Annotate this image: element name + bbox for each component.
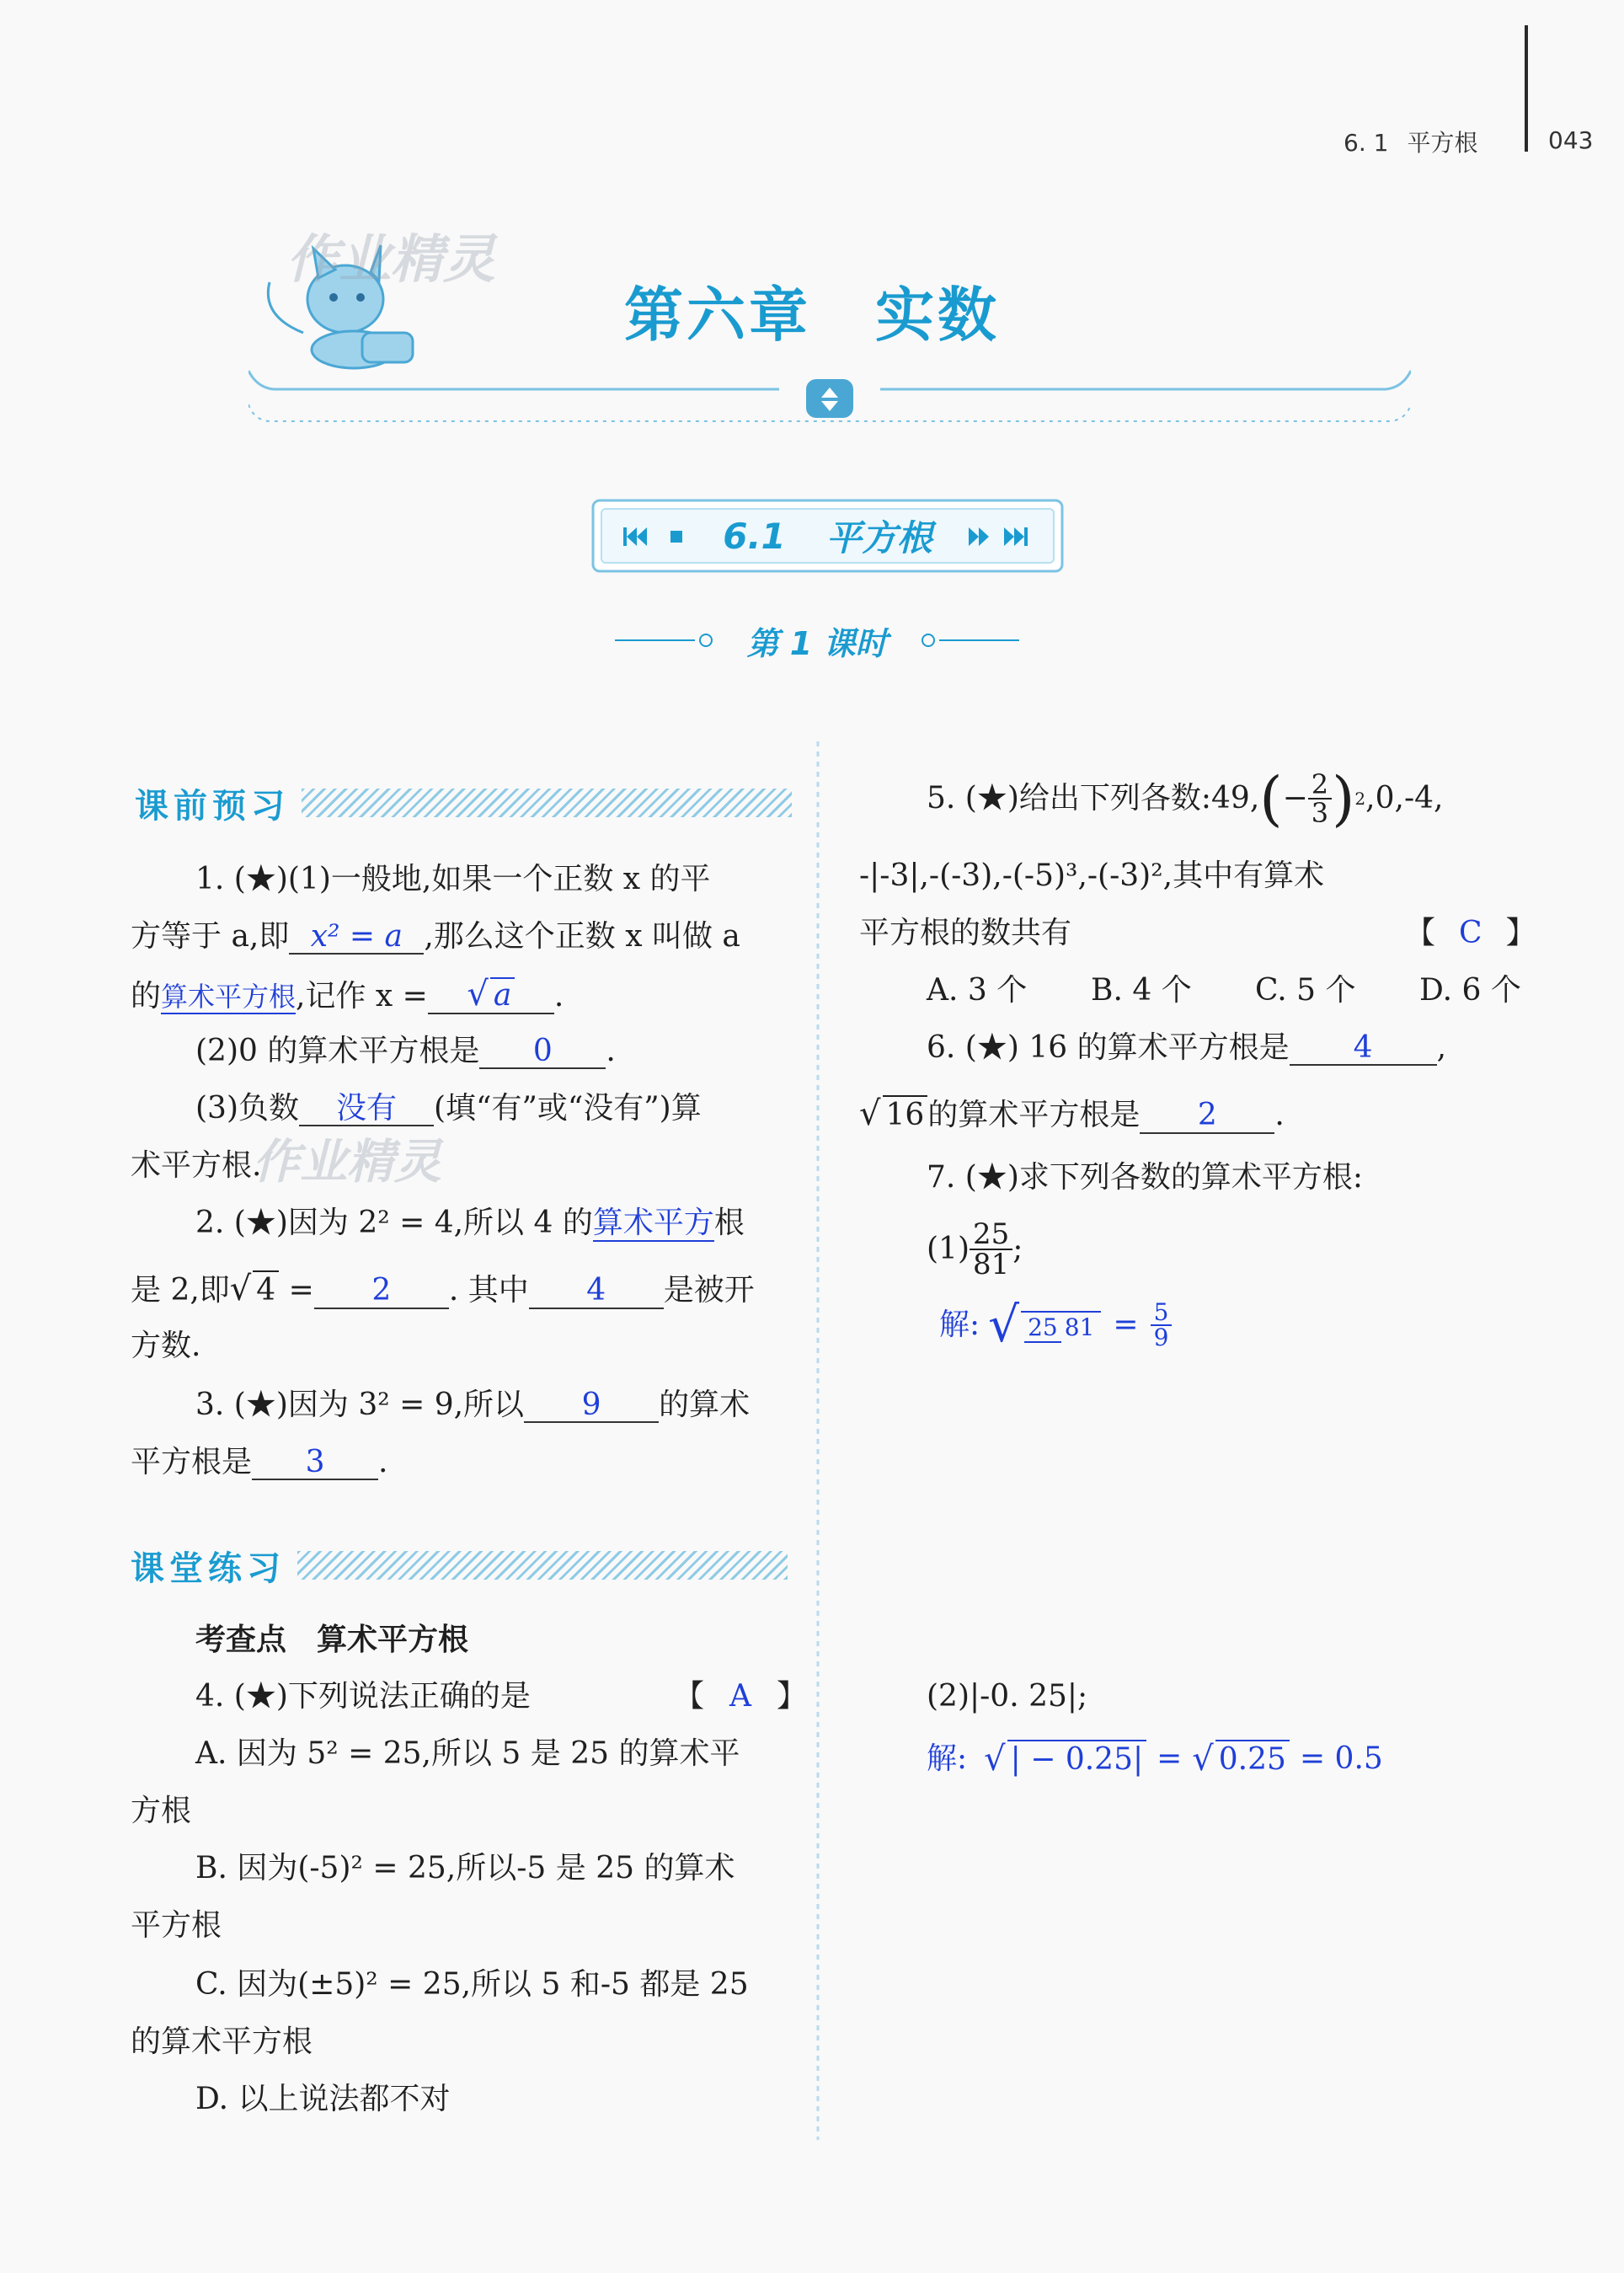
q4-option-d: D. 以上说法都不对 xyxy=(195,2082,451,2116)
q1-line3 xyxy=(131,976,564,1014)
fraction-numerator: 2 xyxy=(1308,771,1332,800)
q5-option-c: C. 5 个 xyxy=(1255,973,1356,1008)
preview-heading-text: 课前预习 xyxy=(135,786,290,826)
q2-answer-value xyxy=(314,1274,449,1309)
q3-text: 平方根是 xyxy=(131,1445,253,1479)
topic-label: 考查点 算术平方根 xyxy=(195,1623,469,1657)
q1-text: (3)负数 xyxy=(195,1091,299,1126)
q3-text: 3. (★)因为 3² = 9,所以 xyxy=(195,1388,525,1422)
q2-line3: 方数. xyxy=(131,1329,201,1363)
practice-heading-text: 课堂练习 xyxy=(131,1548,286,1588)
bracket-left: 【 xyxy=(1405,916,1436,950)
q4-option-a: A. 因为 5² = 25,所以 5 是 25 的算术平 xyxy=(195,1736,740,1771)
q3-text: . xyxy=(378,1445,388,1479)
solution-sqrt-value: 0.25 xyxy=(1215,1740,1290,1778)
header-section-number: 6. 1 xyxy=(1344,129,1389,157)
q1-part2 xyxy=(195,1033,616,1069)
practice-heading xyxy=(131,1542,788,1589)
q2-line2 xyxy=(131,1269,755,1309)
q2-answer-radicand xyxy=(529,1274,664,1309)
result-fraction xyxy=(1151,1297,1173,1351)
q1-answer-term: 算术平方根 xyxy=(161,980,296,1013)
q6-line1 xyxy=(927,1030,1446,1066)
q2-answer-value-text: 2 xyxy=(371,1273,392,1308)
paren-left: ( xyxy=(1259,764,1283,833)
fraction-denominator: 3 xyxy=(1311,797,1329,829)
q6-text: . xyxy=(1274,1098,1285,1132)
q2-text: . 其中 xyxy=(448,1273,529,1308)
radical-sign: √ xyxy=(229,1270,252,1308)
chapter-ornament xyxy=(248,354,1411,455)
q2-line1 xyxy=(195,1205,745,1241)
q4-answer: A xyxy=(729,1679,752,1714)
q6-answer-2 xyxy=(1140,1099,1274,1134)
q5-option-d: D. 6 个 xyxy=(1419,973,1521,1008)
fraction-denominator: 9 xyxy=(1153,1323,1169,1351)
preview-heading xyxy=(135,779,792,826)
q1-text: 方等于 a,即 xyxy=(131,919,290,954)
q3-line2 xyxy=(131,1444,387,1480)
q4-option-c-cont: 的算术平方根 xyxy=(131,2024,313,2059)
q5-text: ,0,-4, xyxy=(1365,781,1444,816)
q2-text: = xyxy=(279,1273,314,1308)
q6-answer-1 xyxy=(1290,1031,1437,1067)
q5-option-a: A. 3 个 xyxy=(927,973,1028,1008)
q1-text: ,记作 x = xyxy=(296,978,428,1013)
minus-sign: − xyxy=(1282,781,1308,816)
q5-line3: 平方根的数共有 xyxy=(859,916,1072,950)
q1-text: . xyxy=(606,1034,616,1068)
fraction xyxy=(1308,768,1332,829)
section-name: 平方根 xyxy=(825,517,932,559)
q1-answer-zero-text: 0 xyxy=(532,1033,553,1068)
watermark-middle: 作业精灵 xyxy=(253,1135,441,1190)
watermark-top: 作业精灵 xyxy=(286,228,496,290)
q2-sqrt-arg: 4 xyxy=(253,1270,279,1308)
chapter-number: 第六章 xyxy=(624,280,811,350)
q1-part3 xyxy=(195,1090,702,1126)
q6-text: 的算术平方根是 xyxy=(927,1098,1141,1132)
section-number: 6.1 xyxy=(723,515,786,557)
q4-answer-bracket xyxy=(674,1678,807,1714)
running-header xyxy=(1344,125,1477,158)
q1-answer-equation xyxy=(289,920,424,955)
q7-solution-1 xyxy=(939,1296,1172,1355)
heading-stripe xyxy=(297,1551,788,1580)
solution-label: 解: xyxy=(927,1741,968,1777)
q2-text: 是被开 xyxy=(663,1273,755,1308)
q7-part1-fraction xyxy=(970,1217,1012,1281)
bracket-right: 】 xyxy=(777,1679,808,1714)
q2-answer-radicand-text: 4 xyxy=(586,1273,606,1308)
q5-line1 xyxy=(927,765,1443,832)
q6-answer-2-text: 2 xyxy=(1197,1098,1217,1133)
q3-answer-number xyxy=(524,1388,659,1424)
solution-sqrt-arg: | − 0.25| xyxy=(1007,1740,1146,1778)
section-title xyxy=(590,497,1066,575)
fraction-numerator: 25 xyxy=(970,1220,1012,1250)
chapter-name: 实数 xyxy=(875,280,1000,350)
q1-line2 xyxy=(131,918,740,955)
bracket-right: 】 xyxy=(1505,916,1536,950)
radical-sign: √ xyxy=(988,1296,1020,1353)
q7-part1-end: ; xyxy=(1012,1232,1023,1267)
radical-sign: √ xyxy=(984,1740,1006,1778)
radical-sign: √ xyxy=(859,1094,881,1133)
q5-answer: C xyxy=(1459,916,1482,950)
radical-sign: √ xyxy=(467,975,489,1013)
q3-answer-root xyxy=(252,1446,378,1481)
q5-text: 5. (★)给出下列各数:49, xyxy=(927,781,1260,816)
q7-part1 xyxy=(927,1217,1023,1281)
column-divider xyxy=(815,741,820,2140)
fraction-numerator: 5 xyxy=(1151,1301,1173,1326)
q1-part3-cont: 术平方根. xyxy=(131,1148,262,1183)
q2-text: 是 2,即 xyxy=(131,1273,230,1308)
q6-text: , xyxy=(1436,1030,1447,1065)
q6-sqrt-arg: 16 xyxy=(883,1095,928,1133)
q1-answer-equation-text: x² = a xyxy=(310,918,403,954)
header-rule xyxy=(1525,25,1528,152)
solution-result: = 0.5 xyxy=(1299,1741,1383,1777)
q3-line1 xyxy=(195,1387,750,1423)
chapter-title xyxy=(0,268,1624,353)
heading-stripe xyxy=(302,789,792,817)
q1-line1: 1. (★)(1)一般地,如果一个正数 x 的平 xyxy=(195,862,711,896)
q1-answer-sqrt xyxy=(428,976,554,1014)
bracket-left: 【 xyxy=(674,1679,705,1714)
q5-line2: -|-3|,-(-3),-(-5)³,-(-3)²,其中有算术 xyxy=(859,858,1325,893)
q6-text: 6. (★) 16 的算术平方根是 xyxy=(927,1030,1290,1065)
header-section-title: 平方根 xyxy=(1407,129,1478,157)
q5-fraction-power xyxy=(1259,764,1366,833)
q7-solution-2 xyxy=(927,1739,1383,1779)
paren-right: ) xyxy=(1332,764,1355,833)
q6-line2 xyxy=(859,1094,1285,1134)
q1-text: 的 xyxy=(131,978,162,1013)
radical-sign: √ xyxy=(1192,1740,1214,1778)
q1-text: . xyxy=(553,978,564,1013)
q1-text: (填“有”或“没有”)算 xyxy=(434,1091,702,1126)
q6-answer-1-text: 4 xyxy=(1353,1030,1373,1065)
q1-answer-zero xyxy=(479,1035,606,1070)
q7-part1-label: (1) xyxy=(927,1232,970,1267)
q2-text: 根 xyxy=(713,1206,745,1240)
exponent: 2 xyxy=(1354,789,1366,809)
q4-option-b-cont: 平方根 xyxy=(131,1908,222,1943)
q4-option-a-cont: 方根 xyxy=(131,1794,192,1828)
q1-answer-none-text: 没有 xyxy=(335,1090,397,1126)
equals-sign: = xyxy=(1113,1308,1139,1343)
q1-text: ,那么这个正数 x 叫做 a xyxy=(424,919,740,954)
q4-stem: 4. (★)下列说法正确的是 xyxy=(195,1679,531,1714)
q1-answer-sqrt-arg: a xyxy=(490,977,515,1013)
q2-answer-term: 算术平方 xyxy=(592,1206,714,1240)
q1-answer-none xyxy=(299,1092,434,1127)
q5-answer-bracket xyxy=(1405,915,1536,951)
q3-answer-number-text: 9 xyxy=(581,1387,601,1422)
q7-part2: (2)|-0. 25|; xyxy=(927,1679,1088,1714)
q1-text: (2)0 的算术平方根是 xyxy=(195,1034,480,1068)
fraction-denominator: 81 xyxy=(973,1248,1010,1281)
lesson-title: 第 1 课时 xyxy=(746,624,888,662)
page-number: 043 xyxy=(1548,126,1594,154)
q3-text: 的算术 xyxy=(659,1388,751,1422)
q3-answer-root-text: 3 xyxy=(305,1444,325,1479)
q4-option-b: B. 因为(-5)² = 25,所以-5 是 25 的算术 xyxy=(195,1851,735,1885)
solution-label: 解: xyxy=(939,1308,980,1343)
equals-sign: = xyxy=(1157,1741,1183,1777)
q7-stem: 7. (★)求下列各数的算术平方根: xyxy=(927,1160,1364,1195)
fraction-numerator: 25 xyxy=(1024,1313,1061,1343)
q4-option-c: C. 因为(±5)² = 25,所以 5 和-5 都是 25 xyxy=(195,1967,749,2002)
q2-text: 2. (★)因为 2² = 4,所以 4 的 xyxy=(195,1206,593,1240)
fraction-denominator: 81 xyxy=(1064,1313,1095,1341)
q5-option-b: B. 4 个 xyxy=(1091,973,1192,1008)
solution-fraction xyxy=(1021,1311,1101,1340)
